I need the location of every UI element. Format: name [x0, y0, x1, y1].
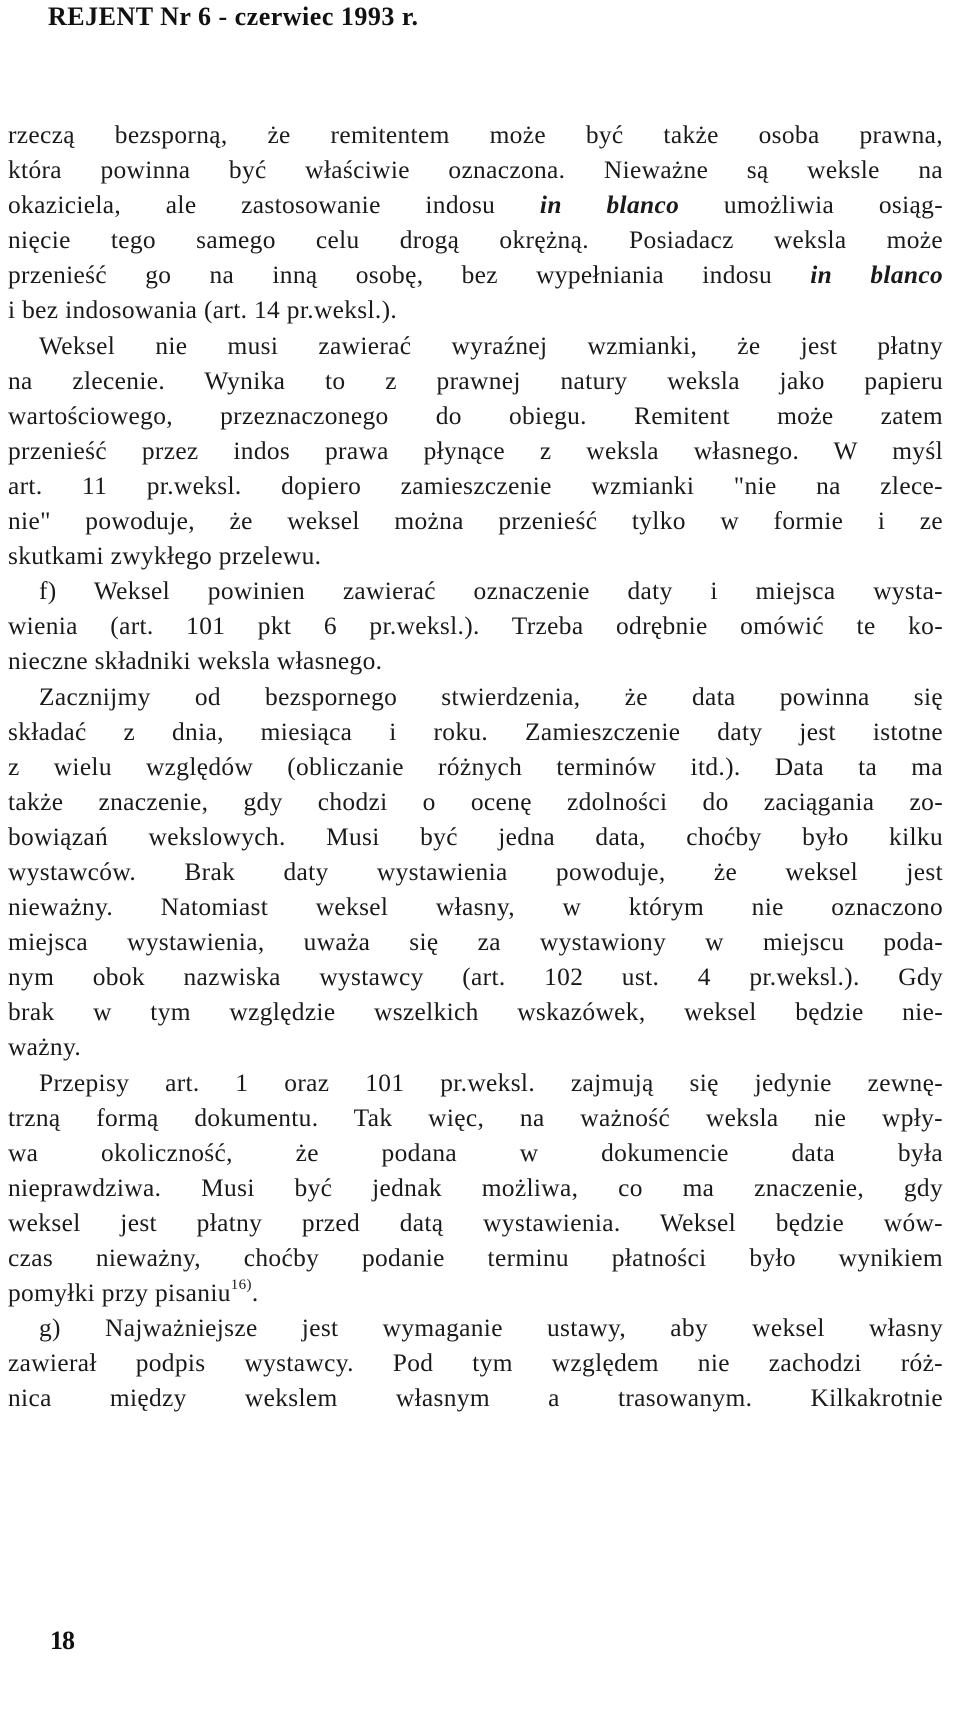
paragraph-start-line: Przepisy art. 1 oraz 101 pr.weksl. zajmują się jedynie zewnę-	[39, 1068, 943, 1097]
text-line: wartościowego, przeznaczonego do obiegu. Remitent może zatem	[8, 401, 943, 430]
text-line: okaziciela, ale zastosowanie indosu in blanco umożliwia osiąg-	[8, 191, 943, 220]
text-line: rzeczą bezsporną, że remitentem może być także osoba prawna,	[8, 121, 943, 149]
text-line: art. 11 pr.weksl. dopiero zamieszczenie wzmianki "nie na zlece-	[8, 471, 943, 500]
text-line: nie" powoduje, że weksel można przenieść tylko w formie i ze	[8, 507, 943, 536]
text-line: ważny.	[8, 1033, 82, 1062]
text-line: wystawców. Brak daty wystawienia powoduje, że weksel jest	[8, 857, 943, 886]
text-line: także znaczenie, gdy chodzi o ocenę zdolności do zaciągania zo-	[8, 787, 943, 816]
emphasis-in-blanco: in blanco	[539, 191, 680, 220]
text-line: i bez indosowania (art. 14 pr.weksl.).	[8, 296, 398, 325]
text-line: nieważny. Natomiast weksel własny, w którym nie oznaczono	[8, 893, 943, 922]
text-line: nięcie tego samego celu drogą okrężną. Posiadacz weksla może	[8, 226, 943, 255]
text-line: weksel jest płatny przed datą wystawienia. Weksel będzie wów-	[8, 1208, 943, 1237]
text-line: wa okoliczność, że podana w dokumencie data była	[8, 1138, 943, 1167]
text-line: która powinna być właściwie oznaczona. Nieważne są weksle na	[8, 156, 943, 185]
text-line: nica między wekslem własnym a trasowanym. Kilkakrotnie	[8, 1384, 943, 1413]
text-line: bowiązań wekslowych. Musi być jedna data, choćby było kilku	[8, 822, 943, 851]
paragraph-start-line: Weksel nie musi zawierać wyraźnej wzmianki, że jest płatny	[39, 331, 943, 360]
text-line: brak w tym względzie wszelkich wskazówek, weksel będzie nie-	[8, 998, 943, 1027]
body-text	[8, 118, 943, 1416]
page-number: 18	[50, 1626, 74, 1655]
text-line: nieczne składniki weksla własnego.	[8, 647, 383, 676]
text-line: przenieść przez indos prawa płynące z weksla własnego. W myśl	[8, 436, 943, 465]
text-line: miejsca wystawienia, uważa się za wystawiony w miejscu poda-	[8, 928, 943, 957]
text-line: wienia (art. 101 pkt 6 pr.weksl.). Trzeba odrębnie omówić te ko-	[8, 612, 943, 641]
text-line: zawierał podpis wystawcy. Pod tym względem nie zachodzi róż-	[8, 1349, 943, 1378]
footnote-reference: 16)	[230, 1277, 252, 1294]
text-line: trzną formą dokumentu. Tak więc, na ważność weksla nie wpły-	[8, 1103, 943, 1132]
text-line: składać z dnia, miesiąca i roku. Zamieszczenie daty jest istotne	[8, 717, 943, 746]
paragraph-start-line: f) Weksel powinien zawierać oznaczenie daty i miejsca wysta-	[39, 577, 943, 606]
text-line: z wielu względów (obliczanie różnych terminów itd.). Data ta ma	[8, 752, 943, 781]
text-line: skutkami zwykłego przelewu.	[8, 542, 322, 571]
paragraph-start-line: g) Najważniejsze jest wymaganie ustawy, aby weksel własny	[39, 1314, 943, 1343]
text-line: na zlecenie. Wynika to z prawnej natury weksla jako papieru	[8, 366, 943, 395]
text-line: nym obok nazwiska wystawcy (art. 102 ust. 4 pr.weksl.). Gdy	[8, 963, 943, 992]
paragraph-start-line: Zacznijmy od bezspornego stwierdzenia, że data powinna się	[39, 682, 943, 711]
running-header: REJENT Nr 6 - czerwiec 1993 r.	[48, 2, 419, 31]
text-line: przenieść go na inną osobę, bez wypełniania indosu in blanco	[8, 261, 943, 290]
text-line: czas nieważny, choćby podanie terminu płatności było wynikiem	[8, 1244, 943, 1272]
emphasis-in-blanco: in blanco	[810, 261, 943, 290]
text-line: pomyłki przy pisaniu$^{16)}$.	[8, 1277, 259, 1308]
text-line: nieprawdziwa. Musi być jednak możliwa, co ma znaczenie, gdy	[8, 1173, 943, 1202]
